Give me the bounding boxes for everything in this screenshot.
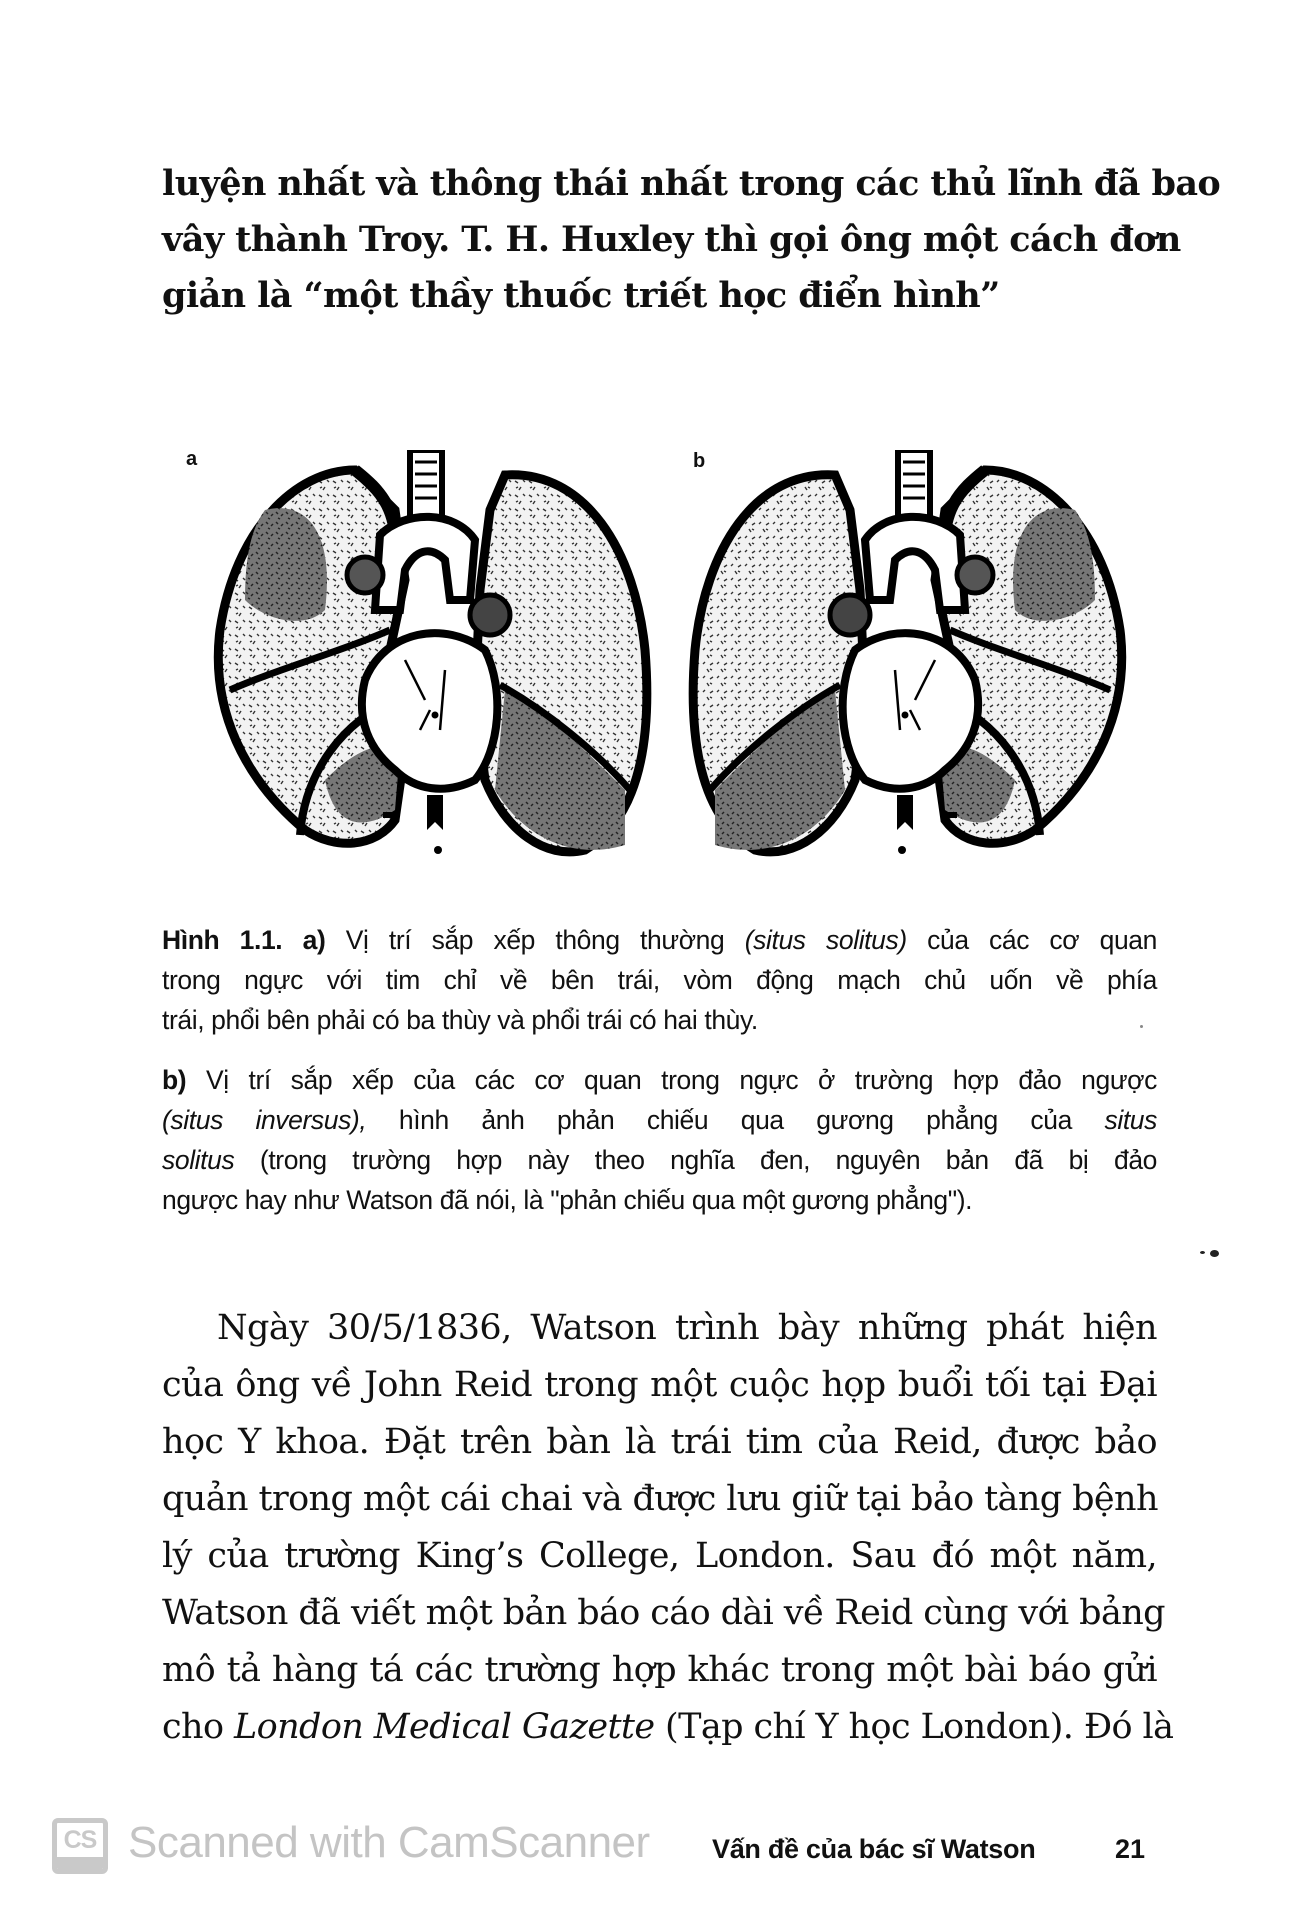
text-line: quản trong một cái chai và được lưu giữ tại bảo tàng bệnh bbox=[162, 1479, 1158, 1519]
top-paragraph bbox=[162, 156, 1221, 324]
text-line: luyện nhất và thông thái nhất trong các thủ lĩnh đã bao bbox=[162, 163, 1221, 204]
scan-speck bbox=[1140, 1025, 1143, 1028]
scan-speck bbox=[1200, 1251, 1205, 1254]
text-line: giản là “một thầy thuốc triết học điển hình” bbox=[162, 275, 1000, 316]
text-line: mô tả hàng tá các trường hợp khác trong một bài báo gửi bbox=[162, 1650, 1157, 1690]
figure-caption-b bbox=[162, 1060, 1157, 1220]
caption-line: trái, phổi bên phải có ba thùy và phổi trái có hai thùy. bbox=[162, 1005, 758, 1035]
caption-prefix-a: Hình 1.1. a) bbox=[162, 925, 326, 955]
figure-label-a: a bbox=[186, 448, 198, 470]
page-footer bbox=[0, 1810, 1312, 1880]
text-line: cho London Medical Gazette (Tạp chí Y học London). Đó là bbox=[162, 1707, 1174, 1747]
lungs-heart-illustration-a bbox=[205, 450, 655, 870]
caption-line: Hình 1.1. a) Vị trí sắp xếp thông thường (situs solitus) của các cơ quan bbox=[162, 925, 1157, 955]
caption-line: trong ngực với tim chỉ về bên trái, vòm động mạch chủ uốn về phía bbox=[162, 965, 1157, 995]
scan-speck bbox=[1210, 1250, 1219, 1257]
text-line: học Y khoa. Đặt trên bàn là trái tim của Reid, được bảo bbox=[162, 1422, 1157, 1462]
caption-line: (situs inversus), hình ảnh phản chiếu qua gương phẳng của situs bbox=[162, 1105, 1157, 1135]
page-number: 21 bbox=[1115, 1834, 1146, 1864]
lungs-heart-illustration-b bbox=[685, 450, 1135, 870]
text-line: vây thành Troy. T. H. Huxley thì gọi ông một cách đơn bbox=[162, 219, 1181, 260]
figure-label-b: b bbox=[693, 450, 706, 472]
text-line: Watson đã viết một bản báo cáo dài về Reid cùng với bảng bbox=[162, 1593, 1165, 1633]
caption-line: solitus (trong trường hợp này theo nghĩa đen, nguyên bản đã bị đảo bbox=[162, 1145, 1157, 1175]
text-line: của ông về John Reid trong một cuộc họp buổi tối tại Đại bbox=[162, 1365, 1157, 1405]
figure-1-1 bbox=[150, 430, 1160, 890]
watermark-text: Scanned with CamScanner bbox=[128, 1818, 650, 1867]
camscanner-logo-icon: CS bbox=[52, 1818, 108, 1874]
journal-title: London Medical Gazette bbox=[233, 1707, 655, 1747]
running-head: Vấn đề của bác sĩ Watson bbox=[712, 1834, 1036, 1864]
caption-line: ngược hay như Watson đã nói, là "phản chiếu qua một gương phẳng"). bbox=[162, 1185, 973, 1215]
body-paragraph bbox=[162, 1300, 1174, 1756]
caption-prefix-b: b) bbox=[162, 1065, 187, 1095]
figure-caption-a bbox=[162, 920, 1157, 1040]
caption-line: b) Vị trí sắp xếp của các cơ quan trong ngực ở trường hợp đảo ngược bbox=[162, 1065, 1157, 1095]
text-line: lý của trường King’s College, London. Sau đó một năm, bbox=[162, 1536, 1157, 1576]
text-line: Ngày 30/5/1836, Watson trình bày những phát hiện bbox=[217, 1308, 1157, 1348]
